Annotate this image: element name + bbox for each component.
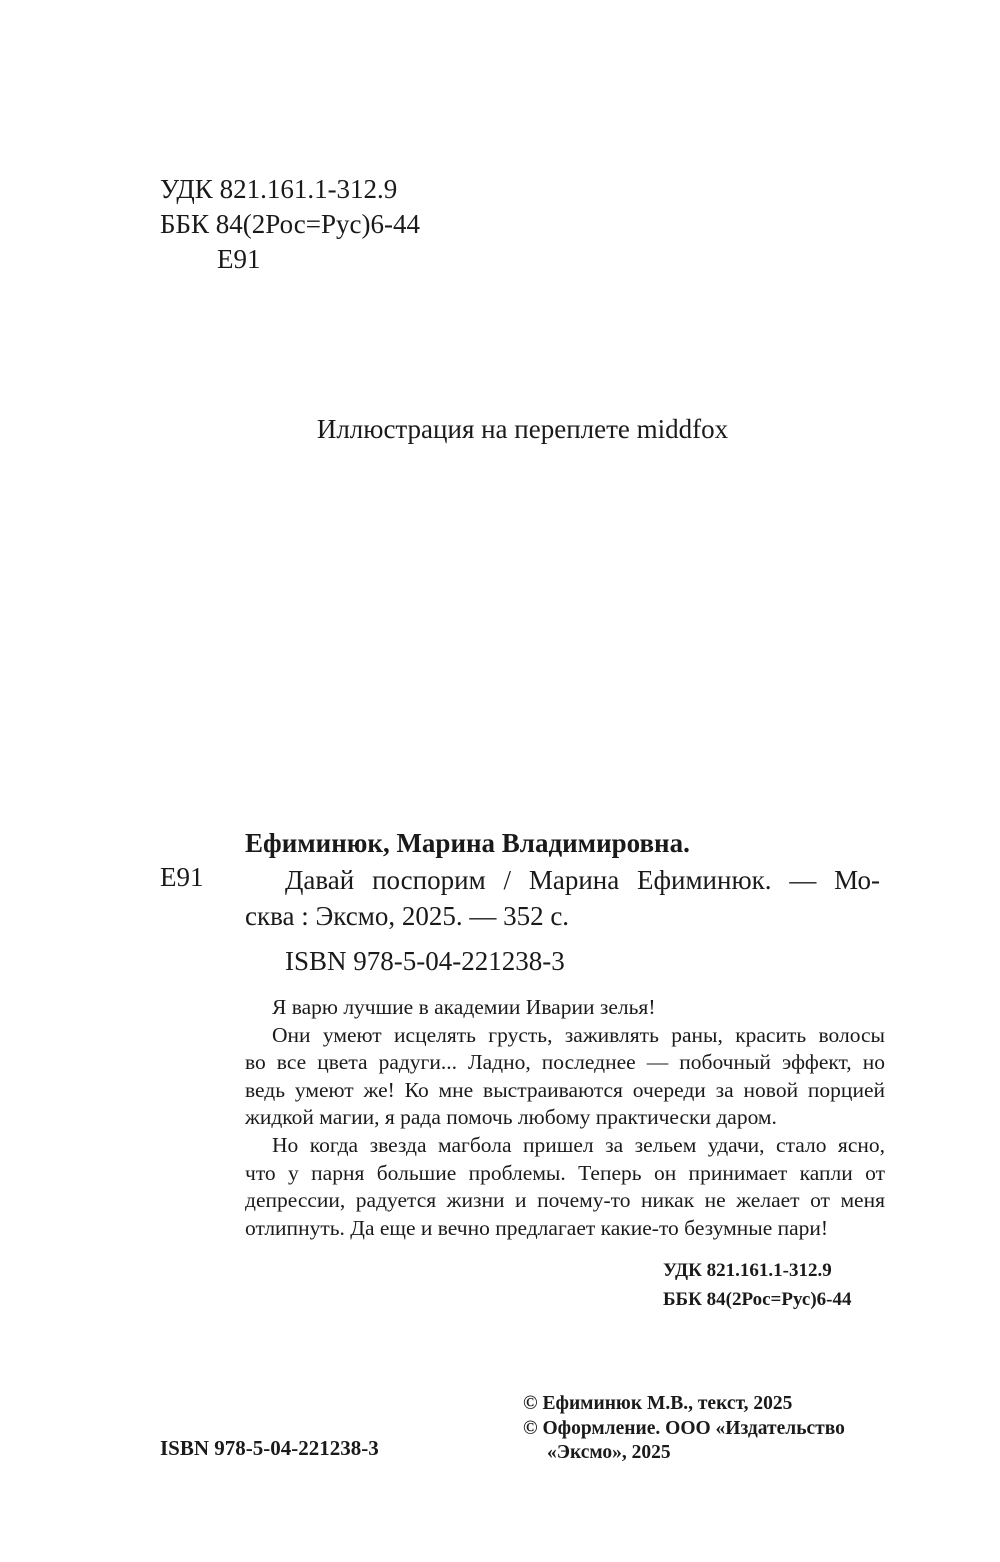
annotation-paragraph-2 bbox=[245, 1022, 885, 1132]
copyright-text: © Ефиминюк М.В., текст, 2025 bbox=[523, 1393, 793, 1414]
annotation-line: Но когда звезда магбола пришел за зельем удачи, стало ясно, bbox=[272, 1132, 885, 1157]
annotation-line: отлипнуть. Да еще и вечно предлагает какие-то безумные пари! bbox=[245, 1215, 829, 1240]
annotation-line: что у парня большие проблемы. Теперь он принимает капли от bbox=[245, 1160, 885, 1185]
card-description-line-1: Давай поспорим / Марина Ефиминюк. — Мо- bbox=[285, 865, 880, 895]
book-annotation bbox=[245, 994, 885, 1242]
copyright-design-line-2: «Эксмо», 2025 bbox=[547, 1442, 671, 1463]
annotation-line: Они умеют исцелять грусть, заживлять раны, красить волосы bbox=[272, 1022, 885, 1047]
annotation-line: жидкой магии, я рада помочь любому практически даром. bbox=[245, 1105, 777, 1130]
card-isbn: ISBN 978-5-04-221238-3 bbox=[285, 946, 565, 976]
bottom-classification-codes bbox=[663, 1256, 851, 1314]
bottom-udk-code: УДК 821.161.1-312.9 bbox=[663, 1260, 832, 1281]
card-bibliographic-description bbox=[245, 862, 880, 934]
annotation-paragraph-1: Я варю лучшие в академии Иварии зелья! bbox=[272, 995, 656, 1019]
top-author-mark: Е91 bbox=[217, 244, 261, 274]
annotation-line: во все цвета радуги... Ладно, последнее — побочный эффект, но bbox=[245, 1050, 885, 1075]
card-description-line-2: сква : Эксмо, 2025. — 352 с. bbox=[245, 901, 570, 931]
bottom-bbk-code: ББК 84(2Рос=Рус)6-44 bbox=[663, 1289, 852, 1310]
annotation-line: ведь умеют же! Ко мне выстраиваются очереди за новой порцией bbox=[245, 1077, 885, 1102]
top-bbk-code: ББК 84(2Рос=Рус)6-44 bbox=[160, 209, 420, 239]
illustration-credit: Иллюстрация на переплете middfox bbox=[316, 414, 729, 444]
annotation-line: депрессии, радуется жизни и почему-то никак не желает от меня bbox=[245, 1188, 885, 1213]
top-udk-code: УДК 821.161.1-312.9 bbox=[160, 174, 398, 204]
card-author: Ефиминюк, Марина Владимировна. bbox=[245, 828, 690, 858]
copyright-design-line-1: © Оформление. ООО «Издательство bbox=[523, 1417, 845, 1439]
card-author-mark: Е91 bbox=[160, 862, 204, 892]
top-classification-codes bbox=[160, 172, 420, 277]
annotation-paragraph-3 bbox=[245, 1132, 885, 1242]
copyright-block bbox=[523, 1392, 845, 1466]
footer-isbn: ISBN 978-5-04-221238-3 bbox=[160, 1436, 379, 1460]
